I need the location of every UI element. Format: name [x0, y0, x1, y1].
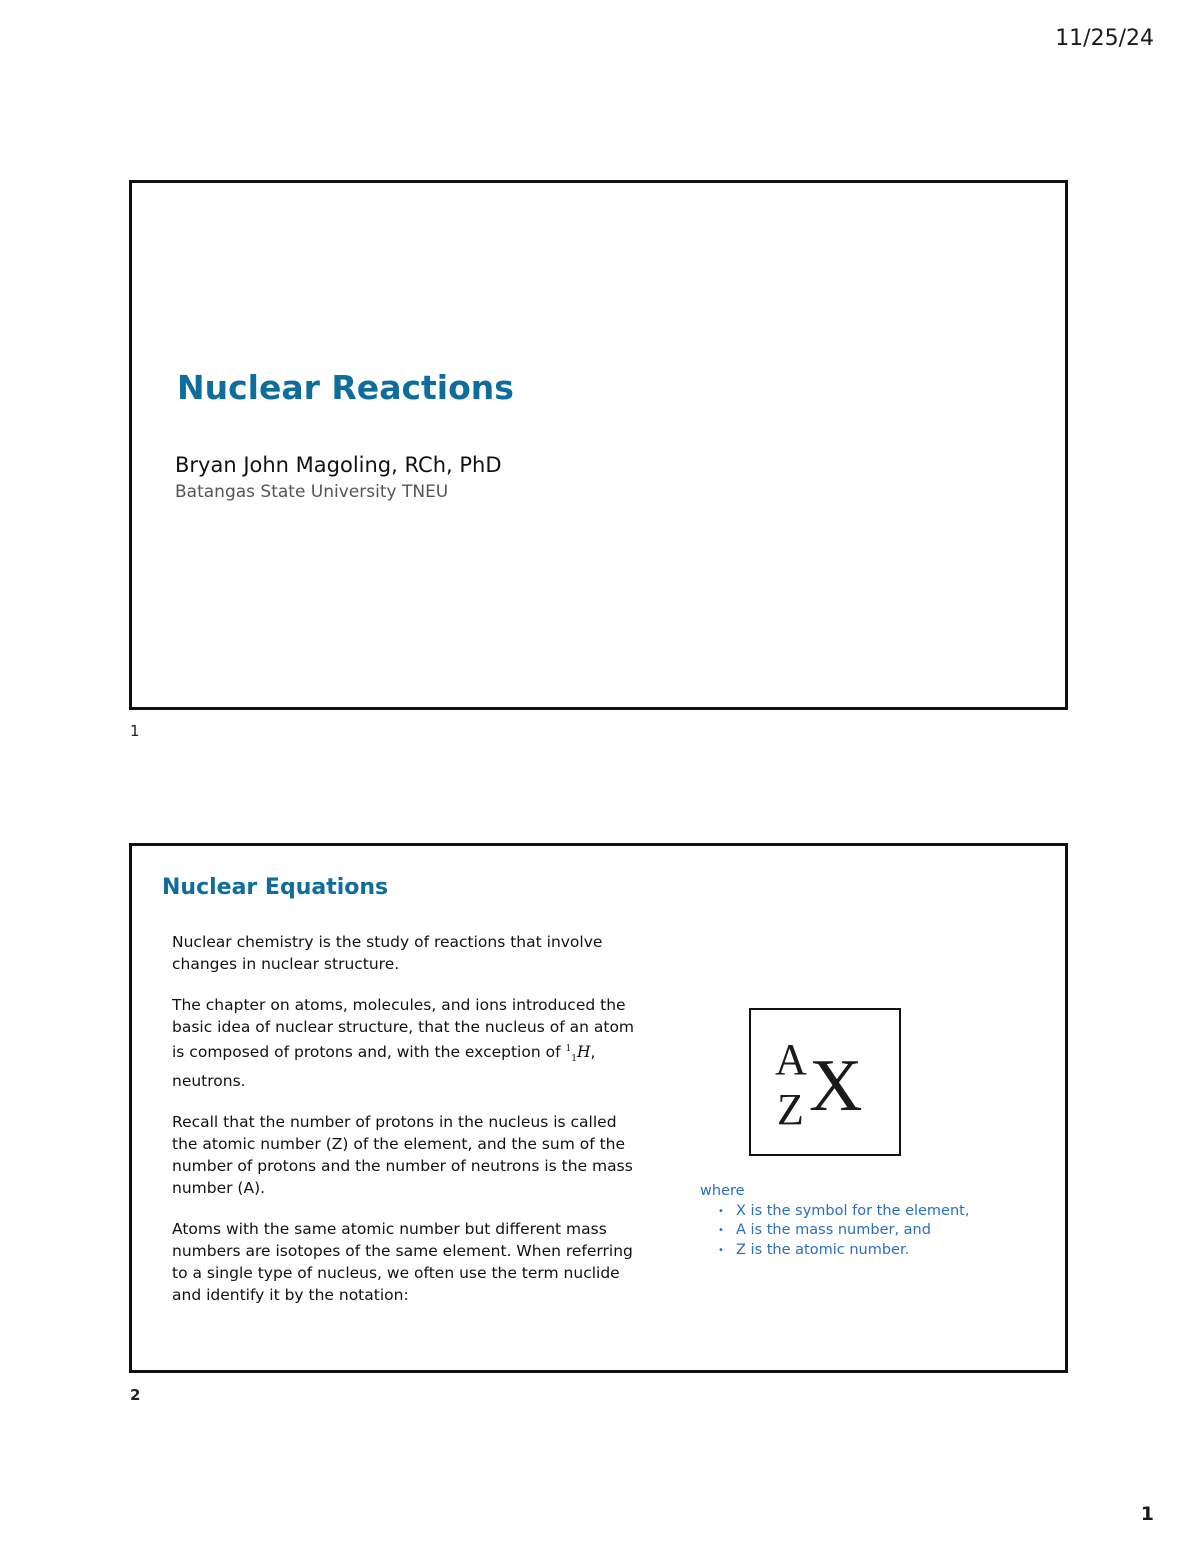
- paragraph-1: Nuclear chemistry is the study of reactions that involve changes in nuclear structure.: [172, 933, 603, 973]
- legend-item: • Z is the atomic number.: [736, 1241, 969, 1261]
- page-number: 1: [1140, 1503, 1154, 1525]
- paragraph-2-end: , neutrons.: [172, 1043, 596, 1091]
- legend-item: • X is the symbol for the element,: [736, 1202, 969, 1222]
- nuclide-notation-figure: [749, 1008, 901, 1156]
- slide-1: [129, 180, 1068, 710]
- atomic-number-symbol: Z: [777, 1085, 804, 1134]
- author-name: Bryan John Magoling, RCh, PhD: [175, 453, 502, 477]
- legend-label: where: [700, 1183, 745, 1199]
- slide-2: [129, 843, 1068, 1373]
- author-affiliation: Batangas State University TNEU: [175, 482, 449, 502]
- mass-number-symbol: A: [775, 1035, 807, 1084]
- slide-number-1: 1: [130, 722, 140, 740]
- legend-item: • A is the mass number, and: [736, 1221, 969, 1241]
- paragraph-2-text: The chapter on atoms, molecules, and ions introduced the basic idea of nuclear structure, that the nucleus of an atom is composed of protons and, with the exception of: [172, 996, 635, 1062]
- hydrogen-symbol: [565, 1043, 591, 1065]
- hydrogen-element: H: [576, 1043, 591, 1062]
- slide-number-2: 2: [130, 1386, 141, 1404]
- legend-list: [700, 1202, 969, 1261]
- slide-title: Nuclear Reactions: [177, 368, 514, 407]
- paragraph-2: [172, 994, 642, 1092]
- hydrogen-mass-number: 1: [565, 1044, 572, 1054]
- paragraph-3: Recall that the number of protons in the nucleus is called the atomic number (Z) of the element, and the sum of the number of protons and the number of neutrons is the mass number (A).: [172, 1113, 633, 1198]
- slide-title: Nuclear Equations: [162, 875, 389, 900]
- document-date: 11/25/24: [1055, 26, 1154, 51]
- paragraph-4: Atoms with the same atomic number but different mass numbers are isotopes of the same element. When referring to a single type of nucleus, we often use the term nuclide and identify it by the notation:: [172, 1220, 633, 1305]
- element-symbol: X: [809, 1045, 863, 1127]
- slide-body: [172, 931, 642, 1325]
- hydrogen-atomic-number: 1: [571, 1054, 577, 1065]
- notation-legend: [700, 1182, 969, 1260]
